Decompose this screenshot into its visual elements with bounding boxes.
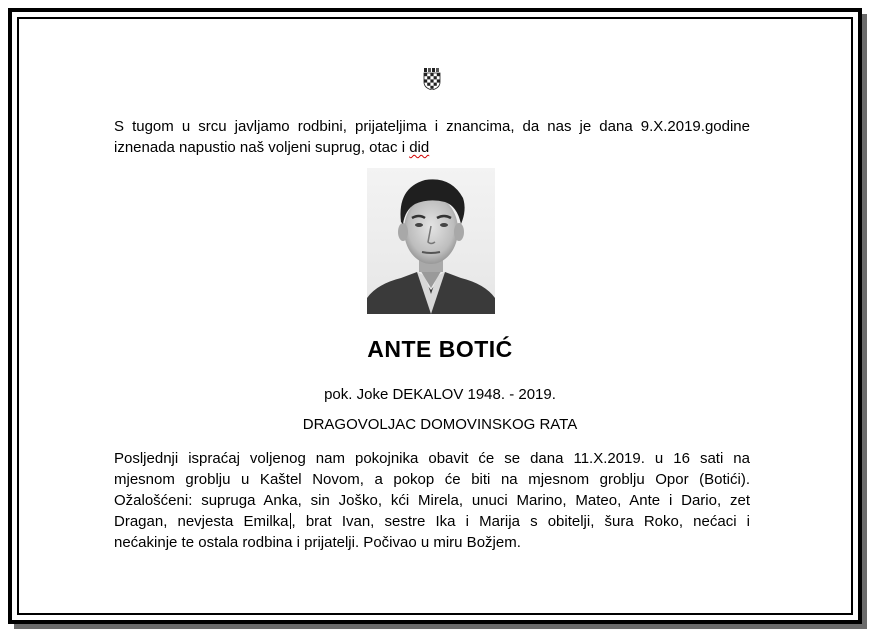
deceased-name: ANTE BOTIĆ [367,336,513,362]
intro-line-text: iznenada napustio naš voljeni suprug, otac i [114,139,410,156]
misspelled-word: did [409,139,430,156]
intro-line: S tugom u srcu javljamo rodbini, prijateljima i znancima, da nas je dana 9.X.2019.godine [114,118,750,135]
life-dates: pok. Joke DEKALOV 1948. - 2019. [324,386,556,403]
funeral-details-paragraph [114,448,750,553]
body-line: nećakinje te ostala rodbina i prijatelji. Počivao u miru Božjem. [114,534,521,551]
text-cursor[interactable] [290,513,291,529]
deceased-portrait-photo [367,168,495,314]
intro-line [114,137,750,158]
body-line-text: Dragan, nevjesta Emilka [114,513,289,530]
body-line: Posljednji ispraćaj voljenog nam pokojnika obavit će se dana 11.X.2019. u 16 sati na [114,450,750,467]
body-line [114,511,750,532]
intro-paragraph [114,116,750,158]
page-shadow-right [862,14,867,628]
honorary-title: DRAGOVOLJAC DOMOVINSKOG RATA [302,416,578,433]
body-line-text: , brat Ivan, sestre Ika i Marija s obitelji, šura Roko, nećaci i [291,513,751,530]
croatian-coat-of-arms-icon [423,68,441,90]
body-line: mjesnom groblju u Kaštel Novom, a pokop će biti na mjesnom groblju Opor (Botići). [114,471,750,488]
body-line: Ožalošćeni: supruga Anka, sin Joško, kći Mirela, unuci Marino, Mateo, Ante i Dario, zet [114,492,750,509]
page-shadow-bottom [14,624,867,629]
